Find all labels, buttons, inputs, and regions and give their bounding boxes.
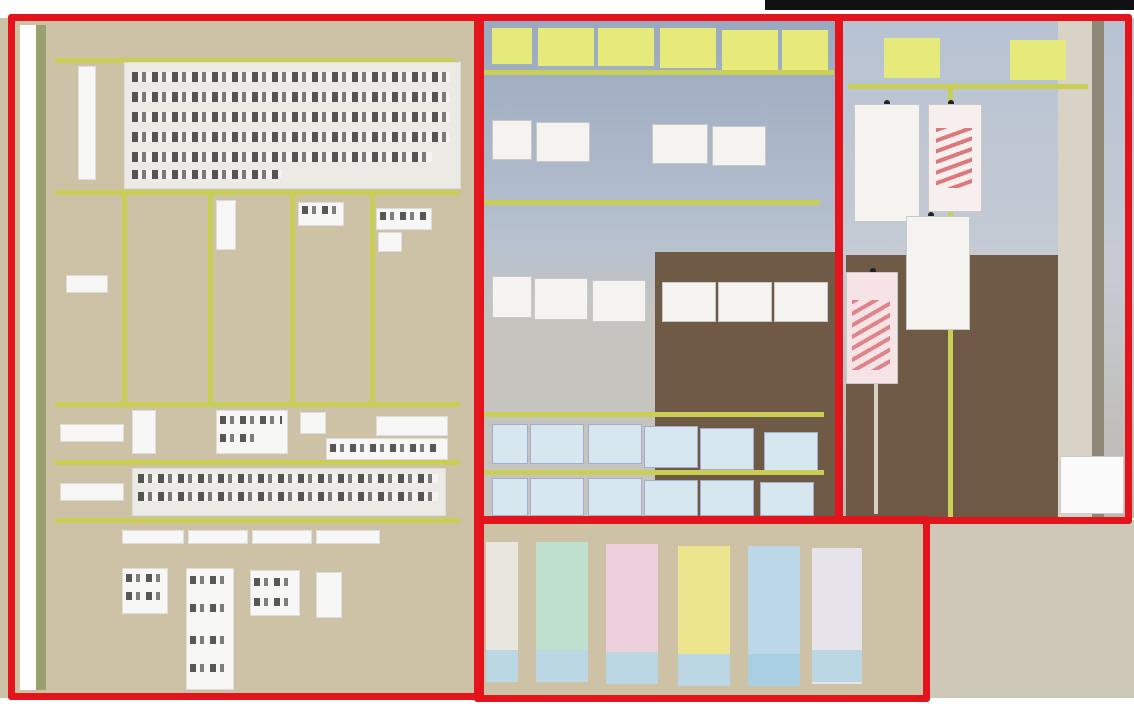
region-frame-middle — [474, 14, 842, 524]
region-frame-left — [8, 14, 484, 700]
top-edge-dark — [765, 0, 1134, 10]
region-frame-right — [836, 14, 1132, 524]
bottom-right-wall — [925, 520, 1134, 698]
region-frame-bottom — [474, 516, 930, 702]
